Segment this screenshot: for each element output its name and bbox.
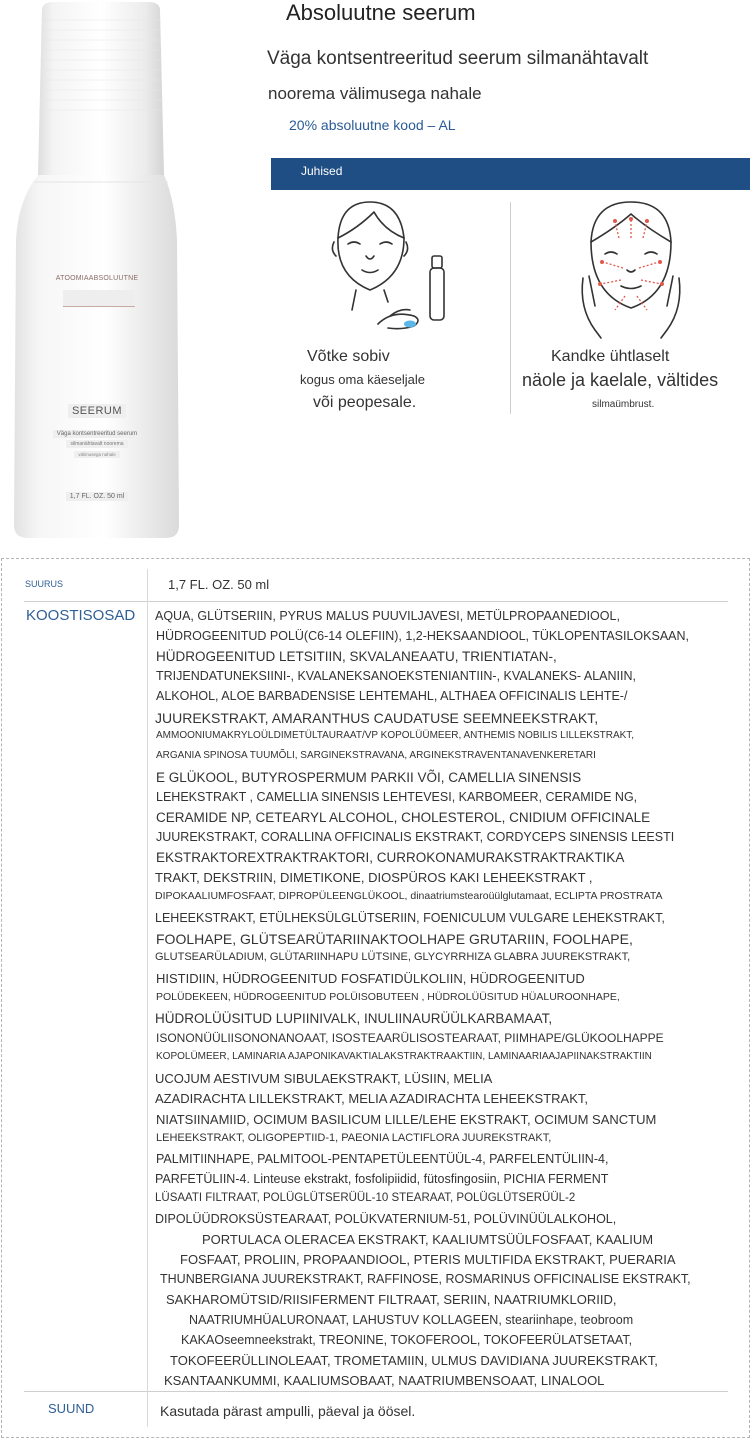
ingredients-line: DIPOKAALIUMFOSFAAT, DIPROPÜLEENGLÜKOOL, dinaatriumstearoüülglutamaat, ECLIPTA PROSTRATA	[155, 890, 663, 903]
step1-line1: Võtke sobiv	[307, 348, 390, 365]
step1-line2: kogus oma käeseljale	[300, 372, 426, 387]
bottle-size-text: 1,7 FL. OZ. 50 ml	[66, 492, 128, 501]
ingredients-line: PARFETÜLIIN-4. Linteuse ekstrakt, fosfolipiidid, fütosfingosiin, PICHIA FERMENT	[155, 1171, 609, 1186]
ingredients-line: ARGANIA SPINOSA TUUMÕLI, SARGINEKSTRAVANA, ARGINEKSTRAVENTANAVENKERETARI	[156, 749, 596, 761]
bottle-brand: ATOOMIAABSOLUUTNE	[55, 275, 139, 282]
ingredients-line: KAKAOseemneekstrakt, TREONINE, TOKOFEROOL, TOKOFEERÜLATSETAAT,	[181, 1332, 633, 1347]
row-divider-1	[24, 601, 728, 602]
ingredients-line: FOOLHAPE, GLÜTSEARÜTARIINAKTOOLHAPE GRUTARIIN, FOOLHAPE,	[156, 930, 633, 947]
ingredients-line: HÜDROGEENITUD LETSITIIN, SKVALANEAATU, TRIENTIATAN-,	[156, 649, 557, 665]
ingredients-line: NAATRIUMHÜALURONAAT, LAHUSTUV KOLLAGEEN, steariinhape, teobroom	[189, 1312, 634, 1327]
product-code: 20% absoluutne kood – AL	[289, 117, 456, 133]
row-divider-2	[24, 1391, 728, 1392]
ingredients-line: TOKOFEERÜLLINOLEAAT, TROMETAMIIN, ULMUS DAVIDIANA JUUREKSTRAKT,	[170, 1352, 658, 1368]
bottle-desc-line3	[14, 452, 180, 457]
product-subtitle-line2: noorema välimusega nahale	[268, 84, 482, 103]
bottle-desc-line3-text: välimusega nahale	[74, 451, 120, 458]
column-divider-usage	[147, 1391, 148, 1427]
ingredients-line: LEHEKSTRAKT , CAMELLIA SINENSIS LEHTEVESI, KARBOMEER, CERAMIDE NG,	[156, 789, 638, 804]
ingredients-line: AMMOONIUMAKRYLOÜLDIMETÜLTAURAAT/VP KOPOLÜÜMEER, ANTHEMIS NOBILIS LILLEKSTRAKT,	[156, 729, 635, 741]
size-value: 1,7 FL. OZ. 50 ml	[168, 577, 270, 592]
product-subtitle-line1: Väga kontsentreeritud seerum silmanähtavalt	[267, 48, 649, 69]
size-label: SUURUS	[25, 579, 64, 589]
ingredients-line: DIPOLÜÜDROKSÜSTEARAAT, POLÜKVATERNIUM-51, POLÜVINÜÜLALKOHOL,	[155, 1212, 617, 1226]
face-application-arrows-icon	[575, 198, 687, 340]
ingredients-line: GLUTSEARÜLADIUM, GLÜTARIINHAPU LÜTSINE, GLYCYRRHIZA GLABRA JUUREKSTRAKT,	[155, 950, 631, 963]
ingredients-line: EKSTRAKTOREXTRAKTRAKTORI, CURROKONAMURAKSTRAKTRAKTIKA	[156, 850, 625, 866]
ingredients-line: HÜDROGEENITUD POLÜ(C6-14 OLEFIIN), 1,2-HEKSAANDIOOL, TÜKLOPENTASILOKSAAN,	[156, 629, 689, 644]
column-divider-size	[147, 569, 148, 601]
ingredients-line: ALKOHOL, ALOE BARBADENSISE LEHTEMAHL, ALTHAEA OFFICINALIS LEHTE-/	[156, 689, 628, 704]
ingredients-line: UCOJUM AESTIVUM SIBULAEKSTRAKT, LÜSIIN, MELIA	[155, 1071, 493, 1087]
bottle-desc-line2-text: silmanähtavalt noorema	[66, 440, 127, 448]
ingredients-line: POLÜDEKEEN, HÜDROGEENITUD POLÜISOBUTEEN , HÜDROLÜÜSITUD HÜALUROONHAPE,	[156, 990, 620, 1003]
ingredients-line: THUNBERGIANA JUUREKSTRAKT, RAFFINOSE, ROSMARINUS OFFICINALISE EKSTRAKT,	[160, 1272, 691, 1287]
ingredients-line: E GLÜKOOL, BUTYROSPERMUM PARKII VÕI, CAMELLIA SINENSIS	[156, 769, 582, 785]
serum-bottle	[14, 0, 180, 540]
ingredients-line: KSANTAANKUMMI, KAALIUMSOBAAT, NAATRIUMBENSOAAT, LINALOOL	[164, 1372, 605, 1388]
ingredients-line: JUUREKSTRAKT, CORALLINA OFFICINALIS EKSTRAKT, CORDYCEPS SINENSIS LEESTI	[156, 830, 675, 845]
ingredients-line: PALMITIINHAPE, PALMITOOL-PENTAPETÜLEENTÜÜL-4, PARFELENTÜLIIN-4,	[156, 1151, 609, 1166]
ingredients-line: PORTULACA OLERACEA EKSTRAKT, KAALIUMTSÜÜLFOSFAAT, KAALIUM	[202, 1232, 654, 1248]
ingredients-line: AQUA, GLÜTSERIIN, PYRUS MALUS PUUVILJAVESI, METÜLPROPAANEDIOOL,	[155, 609, 620, 623]
ingredients-line: FOSFAAT, PROLIIN, PROPAANDIOOL, PTERIS MULTIFIDA EKSTRAKT, PUERARIA	[180, 1252, 676, 1268]
step2-line1: Kandke ühtlaselt	[551, 348, 670, 365]
ingredients-line: TRIJENDATUNEKSIINI-, KVALANEKSANOEKSTENIANTIIN-, KVALANEKS- ALANIIN,	[156, 669, 636, 684]
face-hand-dropper-icon	[318, 198, 454, 334]
bottle-size	[14, 493, 180, 500]
bottle-graphic	[14, 0, 180, 540]
ingredients-line: NIATSIINAMIID, OCIMUM BASILICUM LILLE/LEHE EKSTRAKT, OCIMUM SANCTUM	[156, 1111, 657, 1127]
ingredients-line: HÜDROLÜÜSITUD LUPIINIVALK, INULIINAURÜÜLKARBAMAAT,	[155, 1011, 553, 1026]
bottle-product-name	[14, 405, 180, 417]
ingredients-line: JUUREKSTRAKT, AMARANTHUS CAUDATUSE SEEMNEEKSTRAKT,	[155, 709, 599, 726]
column-divider-ingredients	[147, 601, 148, 1391]
step2-line2: näole ja kaelale, vältides	[522, 370, 719, 390]
product-info-table	[1, 558, 750, 1438]
ingredients-line: LÜSAATI FILTRAAT, POLÜGLÜTSERÜÜL-10 STEARAAT, POLÜGLÜTSERÜÜL-2	[155, 1191, 576, 1204]
step2-line3: silmaümbrust.	[592, 399, 655, 410]
ingredients-line: SAKHAROMÜTSID/RIISIFERMENT FILTRAAT, SERIIN, NAATRIUMKLORIID,	[166, 1292, 617, 1308]
ingredients-line: CERAMIDE NP, CETEARYL ALCOHOL, CHOLESTEROL, CNIDIUM OFFICINALE	[156, 810, 651, 825]
steps-divider	[510, 202, 511, 414]
ingredients-line: AZADIRACHTA LILLEKSTRAKT, MELIA AZADIRACHTA LEHEEKSTRAKT,	[155, 1091, 588, 1107]
bottle-desc-line1	[14, 431, 180, 437]
ingredients-line: LEHEEKSTRAKT, ETÜLHEKSÜLGLÜTSERIIN, FOENICULUM VULGARE LEHEKSTRAKT,	[155, 910, 665, 925]
ingredients-line: ISONONÜÜLIISONONANOAAT, ISOSTEAARÜLISOSTEARAAT, PIIMHAPE/GLÜKOOLHAPPE	[156, 1031, 664, 1046]
ingredients-line: KOPOLÜMEER, LAMINARIA AJAPONIKAVAKTIALAKSTRAKTRAAKTIIN, LAMINAARIAAJAPIINAKSTRAKTIIN	[156, 1051, 652, 1063]
instructions-bar	[271, 158, 750, 190]
usage-value: Kasutada pärast ampulli, päeval ja öösel.	[160, 1403, 416, 1419]
ingredients-label: KOOSTISOSAD	[26, 607, 136, 624]
ingredients-line: LEHEEKSTRAKT, OLIGOPEPTIID-1, PAEONIA LACTIFLORA JUUREKSTRAKT,	[156, 1131, 552, 1144]
product-image	[0, 0, 200, 545]
step1-line3: või peopesale.	[313, 394, 417, 411]
instructions-bar-label: Juhised	[301, 164, 343, 178]
usage-label: SUUND	[48, 1401, 95, 1416]
bottle-name-text: SEERUM	[68, 404, 126, 418]
ingredients-line: HISTIDIIN, HÜDROGEENITUD FOSFATIDÜLKOLIIN, HÜDROGEENITUD	[156, 970, 585, 986]
ingredients-line: TRAKT, DEKSTRIIN, DIMETIKONE, DIOSPÜROS KAKI LEHEEKSTRAKT ,	[155, 870, 593, 886]
bottle-brand-plate	[63, 290, 135, 307]
bottle-desc-line2	[14, 441, 180, 447]
product-title: Absoluutne seerum	[286, 0, 476, 25]
bottle-desc-line1-text: Väga kontsentreeritud seerum	[53, 430, 141, 438]
